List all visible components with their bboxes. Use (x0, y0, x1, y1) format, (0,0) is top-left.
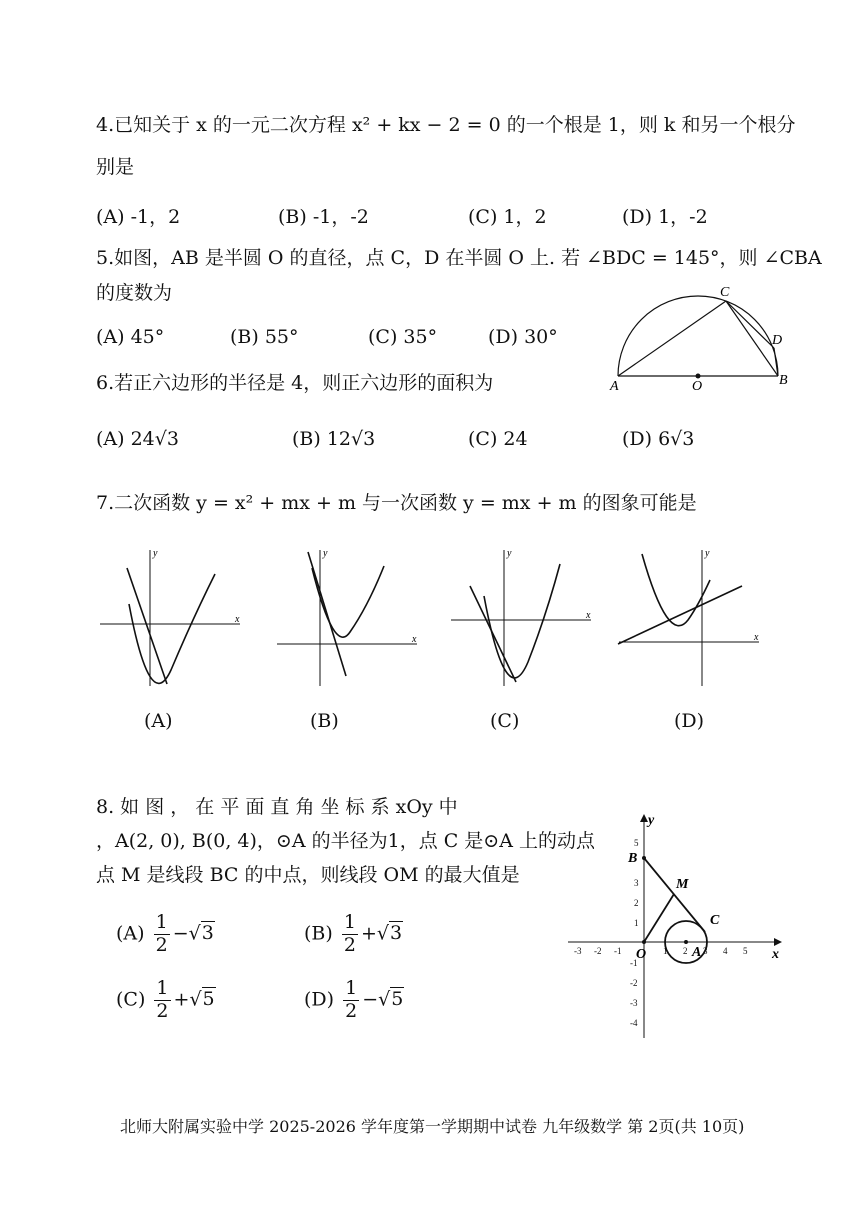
q8-label-y: y (648, 813, 655, 828)
q8-option-b-radicand: 3 (389, 922, 403, 945)
q7-graph-d (614, 546, 764, 691)
q7-graph-b (272, 546, 422, 691)
q7-option-c[interactable]: (C) (490, 710, 520, 732)
svg-text:x: x (586, 610, 591, 621)
q5-option-d[interactable]: (D) 30° (488, 326, 558, 348)
page-footer: 北师大附属实验中学 2025-2026 学年度第一学期期中试卷 九年级数学 第 2页(共 10页) (120, 1117, 745, 1136)
q7-stem: 7.二次函数 y = x² + mx + m 与一次函数 y = mx + m 的图象可能是 (96, 492, 697, 514)
q7-option-d[interactable]: (D) (674, 710, 705, 732)
q6-option-a[interactable]: (A) 24√3 (96, 428, 179, 450)
q8-option-d-fraction: $\frac{1}{2}$ (345, 977, 358, 1022)
q8-option-a-radicand: 3 (201, 922, 214, 945)
q8-label-m: M (676, 877, 689, 892)
svg-text:y: y (153, 548, 158, 559)
q8-stem-line1: 8. 如 图 ， 在 平 面 直 角 坐 标 系 xOy 中 (96, 796, 458, 818)
q5-label-a: A (610, 379, 619, 394)
q4-stem-cont: 别是 (96, 156, 135, 178)
q8-option-b[interactable]: (B) $\frac{1}{2}$ +√3 (304, 911, 403, 956)
q8-label-c: C (710, 913, 720, 928)
svg-text:1: 1 (663, 946, 668, 956)
q5-label-b: B (779, 373, 788, 388)
q4-stem: 4.已知关于 x 的一元二次方程 x² + kx − 2 = 0 的一个根是 1，则 k 和另一个根分 (96, 114, 796, 136)
svg-text:4: 4 (723, 946, 728, 956)
svg-text:y: y (705, 548, 710, 559)
svg-text:x: x (412, 634, 417, 645)
q8-option-c-radicand: 5 (202, 988, 215, 1011)
q8-label-x: x (772, 947, 779, 962)
svg-text:1: 1 (634, 918, 639, 928)
q4-option-a[interactable]: (A) -1，2 (96, 206, 181, 228)
svg-text:3: 3 (703, 946, 708, 956)
q8-option-d-op: − (362, 988, 379, 1011)
q5-stem: 5.如图，AB 是半圆 O 的直径，点 C，D 在半圆 O 上. 若 ∠BDC = 145°，则 ∠CBA (96, 247, 822, 269)
svg-text:2: 2 (683, 946, 688, 956)
svg-text:-1: -1 (614, 946, 622, 956)
q8-option-d-radicand: 5 (391, 988, 404, 1011)
q6-option-c[interactable]: (C) 24 (468, 428, 528, 450)
q8-stem-line3: 点 M 是线段 BC 的中点，则线段 OM 的最大值是 (96, 864, 520, 886)
svg-text:5: 5 (743, 946, 748, 956)
q6-option-d[interactable]: (D) 6√3 (622, 428, 695, 450)
svg-text:-3: -3 (630, 998, 638, 1008)
q4-option-c[interactable]: (C) 1，2 (468, 206, 547, 228)
q8-option-c-op: + (173, 988, 190, 1011)
q8-option-d[interactable]: (D) $\frac{1}{2}$ −√5 (304, 977, 404, 1022)
q8-stem-line2: ，A(2, 0), B(0, 4)，⊙A 的半径为1，点 C 是⊙A 上的动点 (96, 830, 595, 852)
svg-text:2: 2 (634, 898, 639, 908)
svg-text:3: 3 (634, 878, 639, 888)
q8-coordinate-figure (562, 812, 788, 1044)
q8-option-d-label: (D) (304, 988, 335, 1011)
q8-label-o: O (636, 947, 647, 962)
svg-text:-3: -3 (574, 946, 582, 956)
q5-semicircle-figure (604, 276, 800, 396)
q8-option-a-label: (A) (116, 922, 145, 945)
q5-label-c: C (720, 285, 730, 300)
q7-graph-a (95, 546, 245, 691)
svg-text:x: x (235, 614, 240, 625)
svg-text:y: y (507, 548, 512, 559)
svg-text:-2: -2 (594, 946, 602, 956)
q5-option-c[interactable]: (C) 35° (368, 326, 438, 348)
svg-text:y: y (323, 548, 328, 559)
q8-option-a-op: − (172, 922, 189, 945)
q7-option-a[interactable]: (A) (144, 710, 173, 732)
q5-stem-cont: 的度数为 (96, 282, 173, 304)
q8-option-a-fraction: $\frac{1}{2}$ (155, 911, 168, 956)
q5-option-b[interactable]: (B) 55° (230, 326, 299, 348)
q7-option-b[interactable]: (B) (310, 710, 339, 732)
svg-text:5: 5 (634, 838, 639, 848)
q8-option-b-fraction: $\frac{1}{2}$ (343, 911, 356, 956)
svg-text:-1: -1 (630, 958, 638, 968)
q8-option-c[interactable]: (C) $\frac{1}{2}$ +√5 (116, 977, 215, 1022)
svg-text:x: x (754, 632, 759, 643)
q8-option-b-op: + (360, 922, 377, 945)
q4-option-b[interactable]: (B) -1，-2 (278, 206, 369, 228)
q8-label-b: B (628, 851, 638, 866)
q7-graph-c (446, 546, 596, 691)
q6-option-b[interactable]: (B) 12√3 (292, 428, 376, 450)
q8-option-c-fraction: $\frac{1}{2}$ (156, 977, 169, 1022)
q4-option-d[interactable]: (D) 1，-2 (622, 206, 708, 228)
svg-text:-2: -2 (630, 978, 638, 988)
svg-text:-4: -4 (630, 1018, 638, 1028)
q5-label-o: O (692, 379, 703, 394)
q8-option-c-label: (C) (116, 988, 146, 1011)
q8-option-b-label: (B) (304, 922, 333, 945)
q8-label-a: A (692, 945, 702, 960)
q5-label-d: D (772, 333, 783, 348)
q6-stem: 6.若正六边形的半径是 4，则正六边形的面积为 (96, 372, 494, 394)
q8-option-a[interactable]: (A) $\frac{1}{2}$ −√3 (116, 911, 214, 956)
q5-option-a[interactable]: (A) 45° (96, 326, 165, 348)
